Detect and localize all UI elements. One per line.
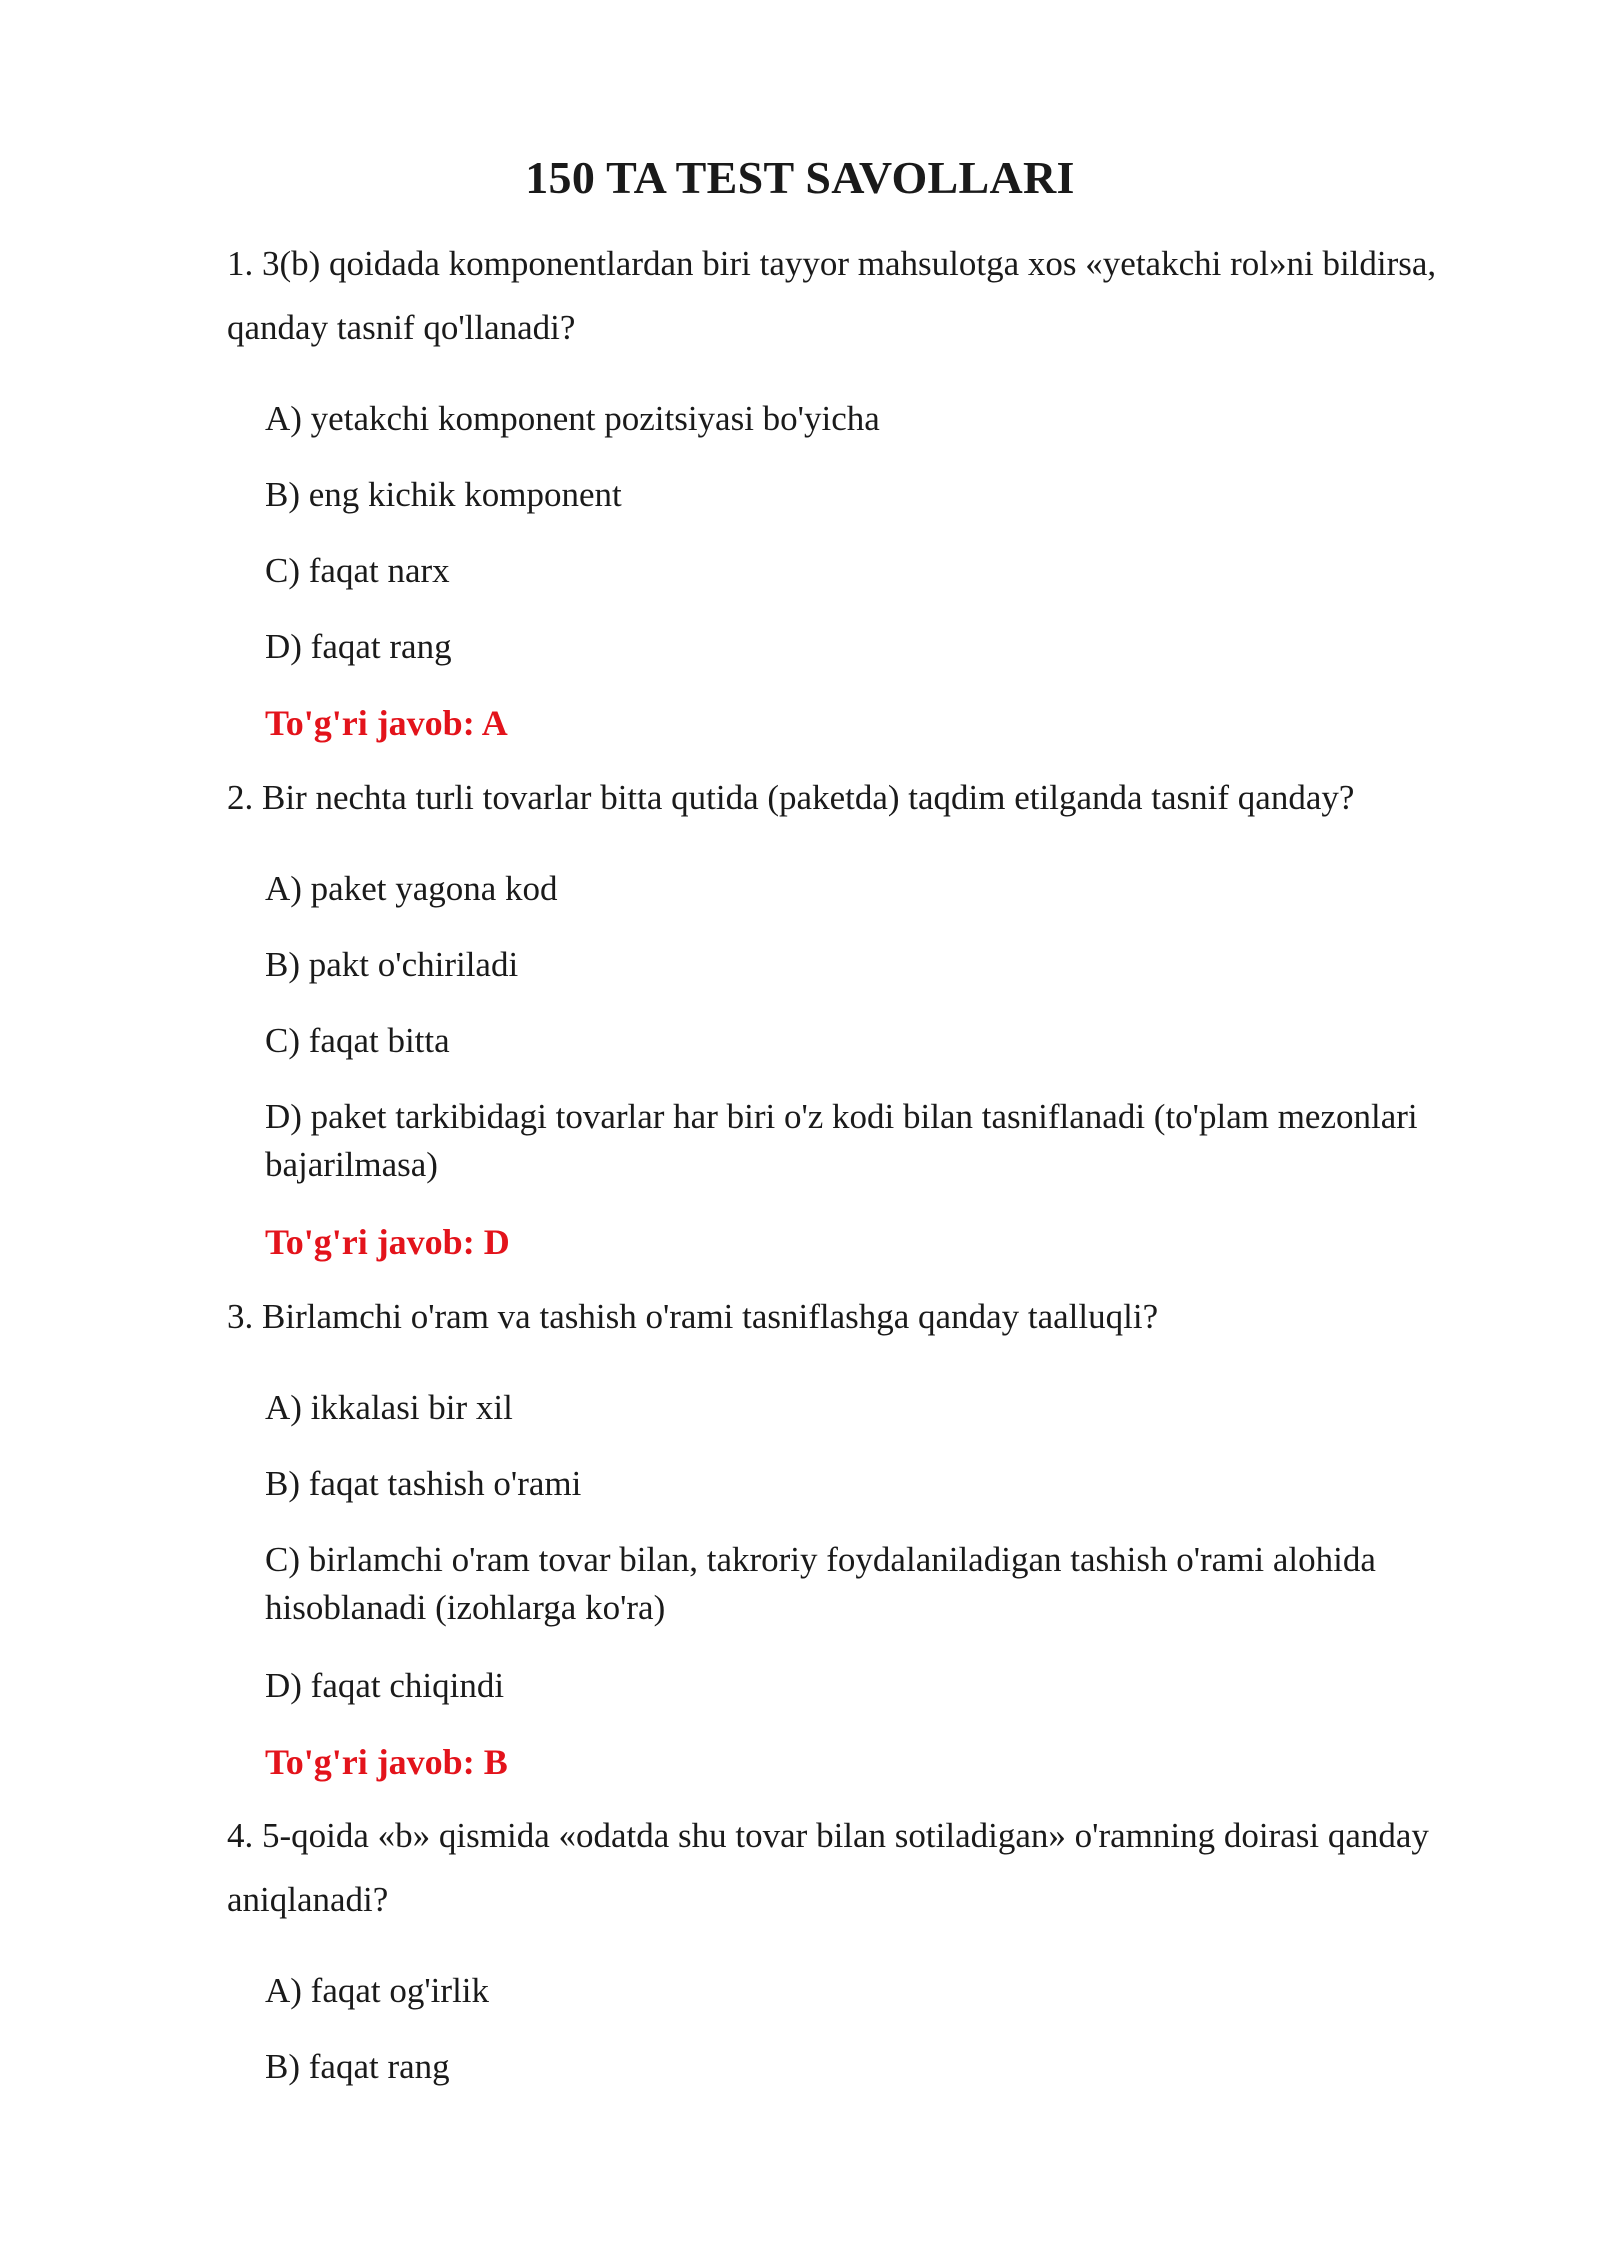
answer-option: B) faqat rang	[265, 2047, 450, 2086]
correct-answer: To'g'ri javob: A	[265, 703, 508, 743]
page-title: 150 TA TEST SAVOLLARI	[525, 152, 1075, 203]
answer-option: A) yetakchi komponent pozitsiyasi bo'yicha	[265, 399, 880, 438]
correct-answer: To'g'ri javob: B	[265, 1742, 508, 1782]
answer-option: B) faqat tashish o'rami	[265, 1464, 582, 1503]
question-text: 2. Bir nechta turli tovarlar bitta qutida (paketda) taqdim etilganda tasnif qanday?	[227, 778, 1355, 817]
question-text: 3. Birlamchi o'ram va tashish o'rami tasniflashga qanday taalluqli?	[227, 1297, 1159, 1336]
answer-option: D) faqat rang	[265, 627, 452, 666]
answer-option: D) faqat chiqindi	[265, 1666, 505, 1705]
answer-option: C) faqat bitta	[265, 1021, 450, 1060]
answer-option: A) paket yagona kod	[265, 869, 558, 908]
correct-answer: To'g'ri javob: D	[265, 1222, 510, 1262]
answer-option: C) faqat narx	[265, 551, 450, 590]
answer-option: D) paket tarkibidagi tovarlar har biri o'z kodi bilan tasniflanadi (to'plam mezonlari bajarilmasa)	[265, 1097, 1418, 1184]
answer-option: B) eng kichik komponent	[265, 475, 622, 514]
question-text: 1. 3(b) qoidada komponentlardan biri tayyor mahsulotga xos «yetakchi rol»ni bildirsa, qanday tasnif qo'llanadi?	[227, 244, 1437, 347]
answer-option: A) faqat og'irlik	[265, 1971, 490, 2010]
answer-option: C) birlamchi o'ram tovar bilan, takroriy foydalaniladigan tashish o'rami alohida hisoblanadi (izohlarga ko'ra)	[265, 1540, 1376, 1627]
question-text: 4. 5-qoida «b» qismida «odatda shu tovar bilan sotiladigan» o'ramning doirasi qanday aniqlanadi?	[227, 1816, 1429, 1919]
answer-option: A) ikkalasi bir xil	[265, 1388, 513, 1427]
answer-option: B) pakt o'chiriladi	[265, 945, 519, 984]
